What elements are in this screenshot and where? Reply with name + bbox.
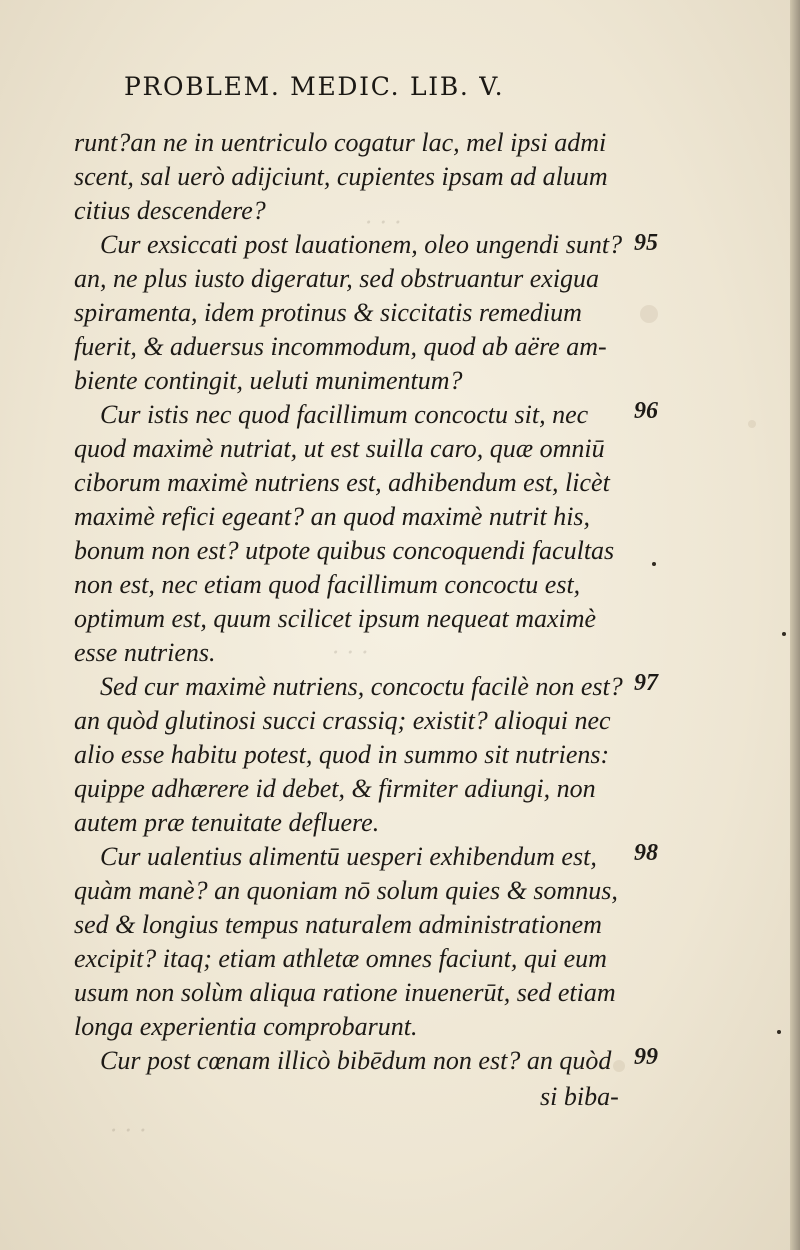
text-line: sed & longius tempus naturalem administrationem [74,910,602,939]
paper-stain [613,1060,625,1072]
text-line: bonum non est? utpote quibus concoquendi facultas [74,536,615,565]
running-header: PROBLEM. MEDIC. LIB. V. [124,72,505,101]
bleed-through-text: · · · [365,210,402,236]
margin-mark [782,632,786,636]
margin-number: 98 [634,840,658,866]
text-line: excipit? itaq; etiam athletæ omnes faciunt, qui eum [74,944,607,973]
text-line: Sed cur maximè nutriens, concoctu facilè non est? [100,672,623,701]
margin-number: 95 [634,230,658,256]
margin-number: 99 [634,1044,658,1070]
margin-mark [777,1030,781,1034]
text-line: Cur istis nec quod facillimum concoctu sit, nec [100,400,589,429]
text-line: Cur exsiccati post lauationem, oleo ungendi sunt? [100,230,623,259]
text-line: an, ne plus iusto digeratur, sed obstruantur exigua [74,264,600,293]
text-line: Cur ualentius alimentū uesperi exhibendum est, [100,842,597,871]
text-line: quod maximè nutriat, ut est suilla caro, quæ omniū [74,434,605,463]
text-line: longa experientia comprobarunt. [74,1012,418,1041]
text-line: scent, sal uerò adijciunt, cupientes ipsam ad aluum [74,162,608,191]
text-line: quippe adhærere id debet, & firmiter adiungi, non [74,774,596,803]
text-line: fuerit, & aduersus incommodum, quod ab aëre am- [74,332,607,361]
text-line: usum non solùm aliqua ratione inuenerūt, sed etiam [74,978,616,1007]
margin-number: 97 [634,670,658,696]
text-line: Cur post cœnam illicò bibēdum non est? an quòd [100,1046,612,1075]
margin-mark [652,562,656,566]
text-line: esse nutriens. [74,638,216,667]
text-line: biente contingit, ueluti munimentum? [74,366,463,395]
margin-number: 96 [634,398,658,424]
text-line: optimum est, quum scilicet ipsum nequeat maximè [74,604,597,633]
bleed-through-text: · · · [332,640,369,666]
text-line: si biba- [540,1082,619,1111]
text-line: spiramenta, idem protinus & siccitatis remedium [74,298,582,327]
text-line: maximè refici egeant? an quod maximè nutrit his, [74,502,591,531]
text-line: quàm manè? an quoniam nō solum quies & somnus, [74,876,618,905]
text-line: autem præ tenuitate defluere. [74,808,380,837]
text-line: ciborum maximè nutriens est, adhibendum est, licèt [74,468,610,497]
text-line: alio esse habitu potest, quod in summo sit nutriens: [74,740,610,769]
paper-stain [640,305,658,323]
bleed-through-text: · · · [110,1118,147,1144]
text-line: an quòd glutinosi succi crassiq; existit? alioqui nec [74,706,611,735]
page-edge-shadow [790,0,800,1250]
paper-stain [748,420,756,428]
text-line: citius descendere? [74,196,266,225]
text-line: non est, nec etiam quod facillimum concoctu est, [74,570,581,599]
text-line: runt?an ne in uentriculo cogatur lac, mel ipsi admi [74,128,607,157]
